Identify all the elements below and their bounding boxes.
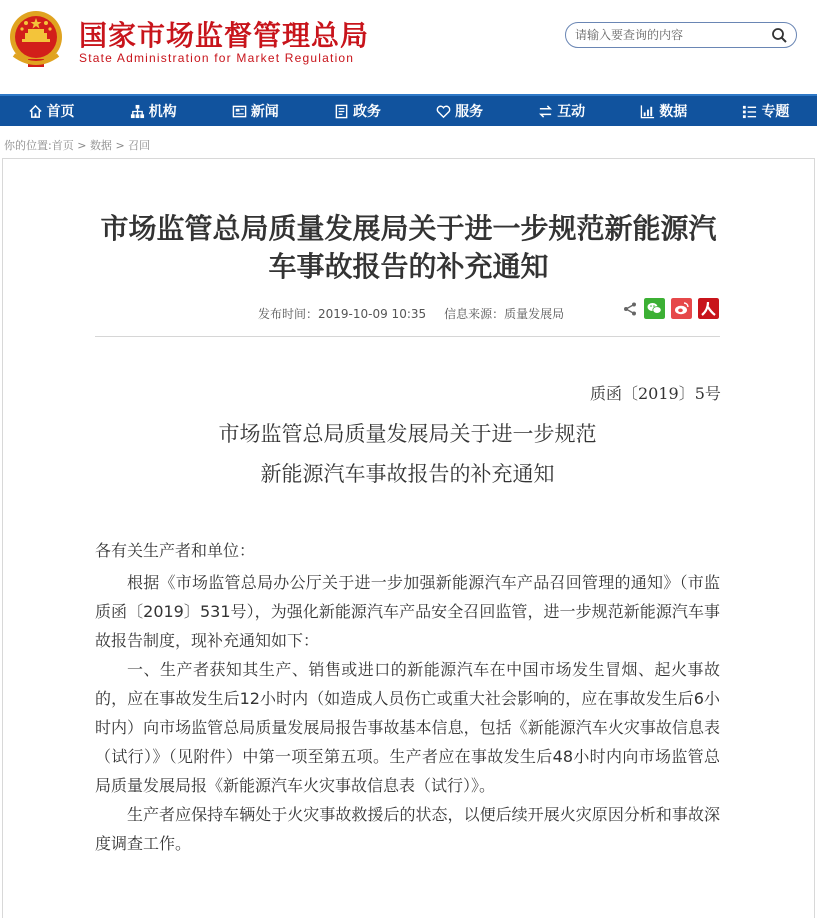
list-icon bbox=[742, 104, 757, 119]
document-title-line-2: 新能源汽车事故报告的补充通知 bbox=[260, 462, 555, 486]
site-subtitle: State Administration for Market Regulation bbox=[79, 51, 355, 65]
site-header bbox=[0, 0, 817, 94]
nav-item-label: 服务 bbox=[455, 104, 484, 120]
article-meta bbox=[258, 305, 564, 322]
home-icon bbox=[28, 104, 43, 119]
breadcrumb-home[interactable]: 首页 bbox=[51, 139, 74, 152]
nav-item-home[interactable] bbox=[0, 96, 102, 126]
people-icon[interactable] bbox=[698, 298, 719, 323]
weibo-icon[interactable] bbox=[671, 298, 692, 323]
share-icon[interactable] bbox=[622, 301, 638, 321]
nav-item-news[interactable] bbox=[204, 96, 306, 126]
breadcrumb-separator: > bbox=[115, 139, 125, 152]
info-source: 信息来源：质量发展局 bbox=[444, 307, 565, 321]
nav-item-label: 互动 bbox=[557, 104, 586, 120]
nav-item-label: 机构 bbox=[148, 104, 177, 120]
wechat-icon[interactable] bbox=[644, 298, 665, 323]
nav-item-service[interactable] bbox=[409, 96, 511, 126]
title-divider bbox=[95, 336, 720, 337]
chart-icon bbox=[640, 104, 655, 119]
nav-item-data[interactable] bbox=[613, 96, 715, 126]
main-nav bbox=[0, 94, 817, 126]
document-title-line-1: 市场监管总局质量发展局关于进一步规范 bbox=[218, 422, 597, 446]
national-emblem-icon[interactable] bbox=[8, 9, 64, 69]
nav-item-label: 数据 bbox=[659, 104, 688, 120]
exchange-icon bbox=[538, 104, 553, 119]
heart-icon bbox=[436, 104, 451, 119]
breadcrumb-prefix: 你的位置: bbox=[4, 139, 52, 152]
nav-item-label: 新闻 bbox=[250, 104, 279, 120]
body-paragraph: 根据《市场监管总局办公厅关于进一步加强新能源汽车产品召回管理的通知》（市监质函〔2019〕531号），为强化新能源汽车产品安全召回监管，进一步规范新能源汽车事故报告制度，现补充通知如下： bbox=[95, 573, 720, 650]
nav-item-label: 政务 bbox=[352, 104, 381, 120]
search-box bbox=[565, 22, 797, 48]
nav-item-affairs[interactable] bbox=[306, 96, 408, 126]
nav-item-topic[interactable] bbox=[715, 96, 817, 126]
site-title[interactable]: 国家市场监督管理总局 bbox=[79, 19, 370, 52]
nav-item-label: 首页 bbox=[46, 104, 75, 120]
breadcrumb bbox=[4, 137, 150, 153]
nav-item-interact[interactable] bbox=[511, 96, 613, 126]
nav-item-label: 专题 bbox=[761, 104, 790, 120]
news-icon bbox=[232, 104, 247, 119]
share-bar bbox=[616, 298, 719, 323]
body-paragraph: 生产者应保持车辆处于火灾事故救援后的状态，以便后续开展火灾原因分析和事故深度调查工作。 bbox=[95, 805, 720, 853]
search-icon[interactable] bbox=[771, 27, 788, 44]
breadcrumb-recall[interactable]: 召回 bbox=[128, 139, 151, 152]
document-icon bbox=[334, 104, 349, 119]
article-title: 市场监管总局质量发展局关于进一步规范新能源汽车事故报告的补充通知 bbox=[100, 212, 717, 283]
org-chart-icon bbox=[130, 104, 145, 119]
breadcrumb-data[interactable]: 数据 bbox=[89, 139, 112, 152]
breadcrumb-separator: > bbox=[77, 139, 87, 152]
body-paragraph: 一、生产者获知其生产、销售或进口的新能源汽车在中国市场发生冒烟、起火事故的，应在事故发生后12小时内（如造成人员伤亡或重大社会影响的，应在事故发生后6小时内）向市场监管总局质量发展局报告事故基本信息，包括《新能源汽车火灾事故信息表（试行）》（见附件）中第一项至第五项。生产者应在事故发生后48小时内向市场监管总局质量发展局报《新能源汽车火灾事故信息表（试行）》。 bbox=[95, 660, 720, 795]
document-number: 质函〔2019〕5号 bbox=[590, 384, 721, 403]
salutation: 各有关生产者和单位： bbox=[95, 541, 256, 560]
nav-item-org[interactable] bbox=[102, 96, 204, 126]
search-input[interactable] bbox=[575, 26, 765, 44]
article-body bbox=[95, 536, 720, 858]
publish-time: 发布时间：2019-10-09 10:35 bbox=[258, 307, 427, 321]
